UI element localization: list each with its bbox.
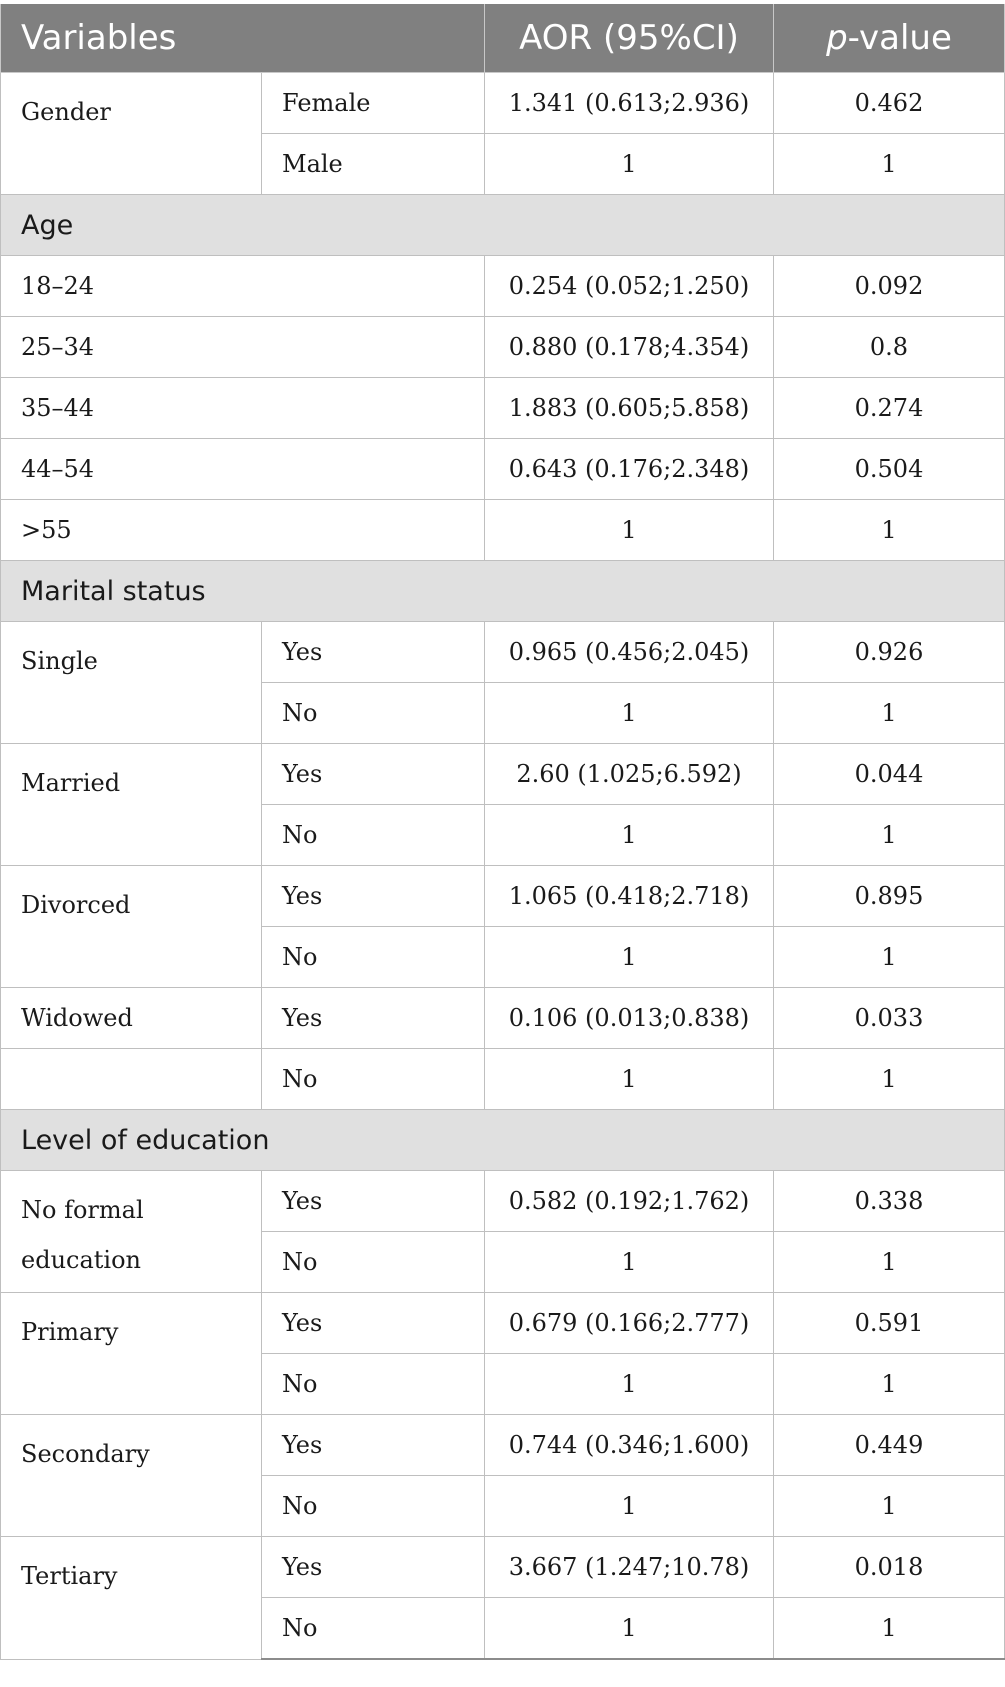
variable-label: Gender — [1, 73, 262, 195]
section-header-age — [1, 195, 1005, 256]
variable-label: Secondary — [1, 1415, 262, 1537]
aor-cell: 1.883 (0.605;5.858) — [485, 378, 774, 439]
aor-cell: 2.60 (1.025;6.592) — [485, 744, 774, 805]
p-value-cell: 0.8 — [774, 317, 1005, 378]
aor-cell: 0.643 (0.176;2.348) — [485, 439, 774, 500]
section-title: Level of education — [1, 1110, 1005, 1171]
p-value-cell: 1 — [774, 500, 1005, 561]
aor-cell: 1.341 (0.613;2.936) — [485, 73, 774, 134]
aor-cell: 1 — [485, 683, 774, 744]
table-row — [1, 744, 1005, 805]
aor-cell: 0.880 (0.178;4.354) — [485, 317, 774, 378]
table-row — [1, 622, 1005, 683]
p-value-cell: 0.462 — [774, 73, 1005, 134]
table-header-row — [1, 4, 1005, 73]
answer-cell: Yes — [262, 1171, 485, 1232]
aor-cell: 0.744 (0.346;1.600) — [485, 1415, 774, 1476]
header-aor: AOR (95%CI) — [485, 4, 774, 73]
table-row — [1, 988, 1005, 1049]
p-value-cell: 0.044 — [774, 744, 1005, 805]
answer-cell: No — [262, 1354, 485, 1415]
section-title: Age — [1, 195, 1005, 256]
variable-label: Primary — [1, 1293, 262, 1415]
p-value-cell: 1 — [774, 1232, 1005, 1293]
answer-cell: No — [262, 1598, 485, 1660]
header-variables: Variables — [1, 4, 485, 73]
p-value-cell: 1 — [774, 805, 1005, 866]
table-row — [1, 378, 1005, 439]
p-value-cell: 1 — [774, 1354, 1005, 1415]
aor-cell: 1 — [485, 1049, 774, 1110]
aor-table — [0, 4, 1005, 1660]
variable-label: Widowed — [1, 988, 262, 1049]
p-value-cell: 0.895 — [774, 866, 1005, 927]
aor-cell: 1 — [485, 1598, 774, 1660]
age-range-cell: 35–44 — [1, 378, 485, 439]
p-value-cell: 0.274 — [774, 378, 1005, 439]
age-range-cell: 18–24 — [1, 256, 485, 317]
answer-cell: Yes — [262, 866, 485, 927]
p-value-cell: 1 — [774, 1476, 1005, 1537]
table-row — [1, 317, 1005, 378]
p-value-cell: 0.092 — [774, 256, 1005, 317]
aor-cell: 1 — [485, 1354, 774, 1415]
section-header-marital-status — [1, 561, 1005, 622]
p-value-cell: 0.926 — [774, 622, 1005, 683]
p-value-cell: 1 — [774, 134, 1005, 195]
aor-cell: 1 — [485, 927, 774, 988]
header-p-italic: p — [826, 18, 848, 58]
age-range-cell: 25–34 — [1, 317, 485, 378]
table-row — [1, 866, 1005, 927]
aor-cell: 1 — [485, 500, 774, 561]
answer-cell: Yes — [262, 988, 485, 1049]
variable-label: Divorced — [1, 866, 262, 988]
table-row — [1, 1537, 1005, 1598]
aor-cell: 1 — [485, 1476, 774, 1537]
answer-cell: No — [262, 1232, 485, 1293]
table-row — [1, 439, 1005, 500]
p-value-cell: 0.591 — [774, 1293, 1005, 1354]
table-row — [1, 500, 1005, 561]
section-title: Marital status — [1, 561, 1005, 622]
aor-cell: 3.667 (1.247;10.78) — [485, 1537, 774, 1598]
p-value-cell: 1 — [774, 1598, 1005, 1660]
aor-cell: 1.065 (0.418;2.718) — [485, 866, 774, 927]
answer-cell: No — [262, 1049, 485, 1110]
answer-cell: Yes — [262, 622, 485, 683]
p-value-cell: 0.033 — [774, 988, 1005, 1049]
header-p-rest: -value — [847, 18, 952, 58]
age-range-cell: >55 — [1, 500, 485, 561]
answer-cell: Yes — [262, 1537, 485, 1598]
answer-cell: No — [262, 805, 485, 866]
answer-cell: No — [262, 1476, 485, 1537]
aor-cell: 0.965 (0.456;2.045) — [485, 622, 774, 683]
p-value-cell: 0.338 — [774, 1171, 1005, 1232]
answer-cell: Yes — [262, 1293, 485, 1354]
answer-cell: No — [262, 683, 485, 744]
p-value-cell: 0.018 — [774, 1537, 1005, 1598]
p-value-cell: 0.449 — [774, 1415, 1005, 1476]
aor-cell: 0.582 (0.192;1.762) — [485, 1171, 774, 1232]
p-value-cell: 0.504 — [774, 439, 1005, 500]
section-header-education — [1, 1110, 1005, 1171]
table-row — [1, 1049, 1005, 1110]
category-cell: Male — [262, 134, 485, 195]
aor-cell: 1 — [485, 1232, 774, 1293]
table-row — [1, 1415, 1005, 1476]
answer-cell: Yes — [262, 1415, 485, 1476]
empty-cell — [1, 1049, 262, 1110]
table-row — [1, 1171, 1005, 1232]
answer-cell: Yes — [262, 744, 485, 805]
answer-cell: No — [262, 927, 485, 988]
p-value-cell: 1 — [774, 927, 1005, 988]
aor-cell: 0.254 (0.052;1.250) — [485, 256, 774, 317]
header-p-value — [774, 4, 1005, 73]
aor-cell: 1 — [485, 134, 774, 195]
variable-label: Tertiary — [1, 1537, 262, 1660]
table-row — [1, 73, 1005, 134]
table-row — [1, 256, 1005, 317]
variable-label: No formal education — [1, 1171, 262, 1293]
variable-label: Married — [1, 744, 262, 866]
aor-cell: 0.106 (0.013;0.838) — [485, 988, 774, 1049]
category-cell: Female — [262, 73, 485, 134]
aor-cell: 0.679 (0.166;2.777) — [485, 1293, 774, 1354]
p-value-cell: 1 — [774, 683, 1005, 744]
aor-cell: 1 — [485, 805, 774, 866]
p-value-cell: 1 — [774, 1049, 1005, 1110]
variable-label: Single — [1, 622, 262, 744]
table-row — [1, 1293, 1005, 1354]
age-range-cell: 44–54 — [1, 439, 485, 500]
